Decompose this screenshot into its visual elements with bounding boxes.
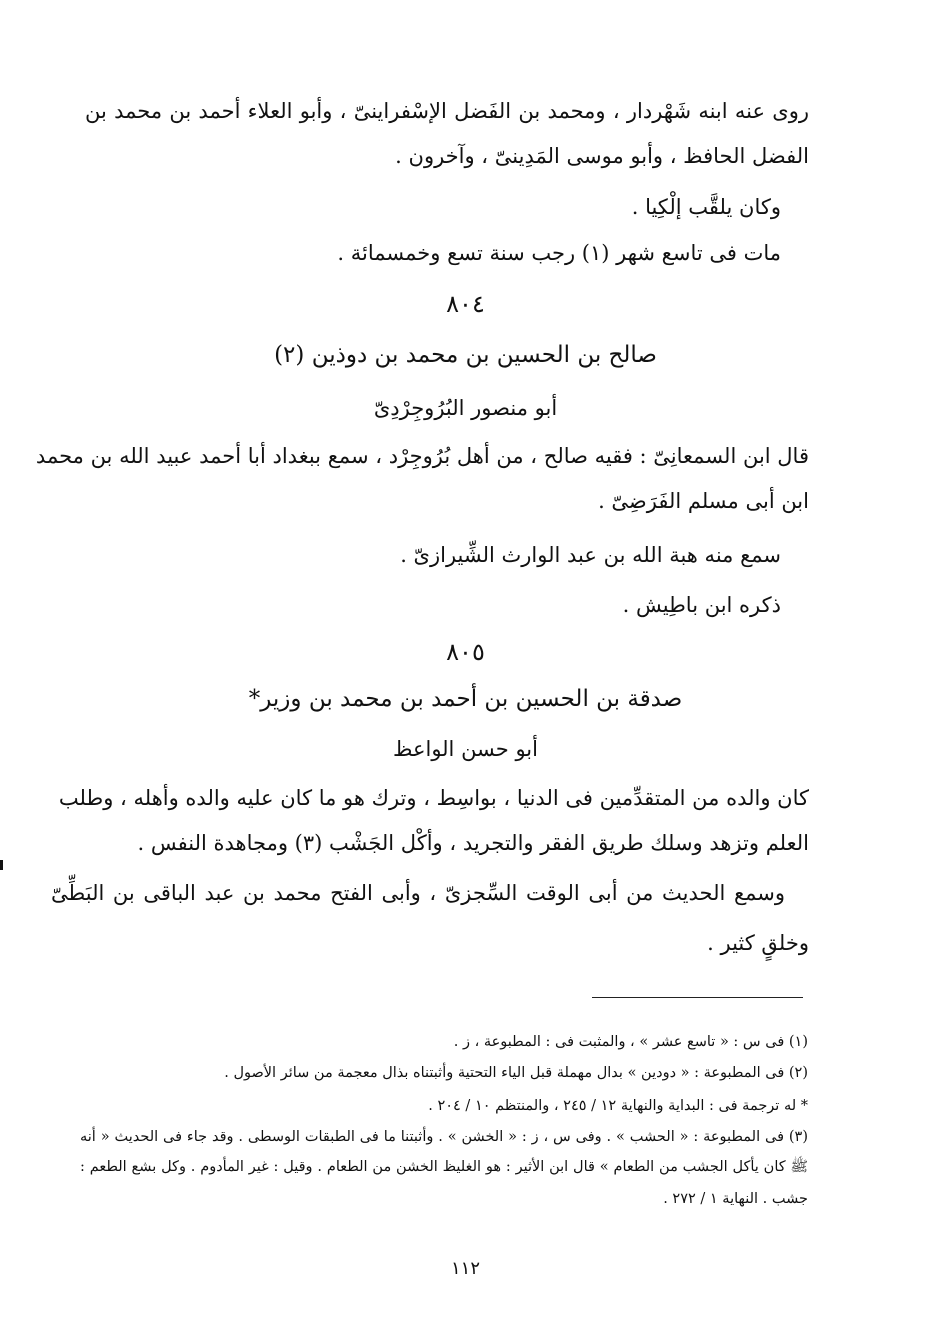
body-line: كان والده من المتقدِّمين فى الدنيا ، بواسِط ، وترك هو ما كان عليه والده وأهله ، وطلب <box>58 786 809 810</box>
body-line: وسمع الحديث من أبى الوقت السِّجزىّ ، وأبى الفتح محمد بن عبد الباقى بن البَطِّىّ <box>51 881 785 905</box>
body-line: مات فى تاسع شهر (١) رجب سنة تسع وخمسمائة . <box>337 241 781 265</box>
scan-edge-mark <box>0 860 3 870</box>
entry-kunya: أبو منصور البُرُوجِرْدِىّ <box>373 396 558 420</box>
entry-title: صدقة بن الحسين بن أحمد بن محمد بن وزير* <box>248 686 683 712</box>
body-line: قال ابن السمعانِىّ : فقيه صالح ، من أهل بُرُوجِرْد ، سمع ببغداد أبا أحمد عبيد الله بن محمد <box>35 444 809 468</box>
footnote-rule <box>592 997 803 998</box>
body-line: الفضل الحافظ ، وأبو موسى المَدِينىّ ، وآخرون . <box>395 144 809 168</box>
footnote-line: (٢) فى المطبوعة : « دودين » بدال مهملة قبل الياء التحتية وأثبتناه بذال معجمة من سائر الأصول . <box>224 1065 808 1081</box>
body-line: ابن أبى مسلم الفَرَضِىّ . <box>598 489 809 513</box>
body-line: ذكره ابن باطِيش . <box>622 593 781 617</box>
page-number: ١١٢ <box>450 1258 480 1279</box>
entry-kunya: أبو حسن الواعظ <box>393 737 538 761</box>
footnote-line: (٣) فى المطبوعة : « الحشب » . وفى س ، ز : « الخشن » . وأثبتنا ما فى الطبقات الوسطى . وقد جاء فى الحديث « أنه <box>80 1129 808 1145</box>
entry-number: ٨٠٥ <box>446 638 485 666</box>
body-line: سمع منه هبة الله بن عبد الوارث الشِّيرازىّ . <box>400 543 781 567</box>
entry-title: صالح بن الحسين بن محمد بن دوذين (٢) <box>274 342 657 368</box>
body-line: روى عنه ابنه شَهْردار ، ومحمد بن الفَضل الإسْفراينىّ ، وأبو العلاء أحمد بن محمد بن <box>85 99 809 123</box>
body-line: وكان يلقَّب إلْكِيا . <box>631 195 781 219</box>
entry-number: ٨٠٤ <box>446 290 485 318</box>
footnote-line: ﷺ كان يأكل الجشب من الطعام » قال ابن الأثير : هو الغليظ الخشن من الطعام . وقيل : غير المأدوم . وكل بشع الطعم : <box>80 1159 808 1175</box>
footnote-line: جشب . النهاية ١ / ٢٧٢ . <box>663 1191 808 1207</box>
footnote-line: * له ترجمة فى : البداية والنهاية ١٢ / ٢٤٥ ، والمنتظم ١٠ / ٢٠٤ . <box>428 1098 808 1114</box>
footnote-line: (١) فى س : « تاسع عشر » ، والمثبت فى : المطبوعة ، ز . <box>453 1034 808 1050</box>
body-line: العلم وتزهد وسلك طريق الفقر والتجريد ، وأكْل الجَشْب (٣) ومجاهدة النفس . <box>137 831 809 855</box>
body-line: وخلقٍ كثير . <box>707 931 809 955</box>
